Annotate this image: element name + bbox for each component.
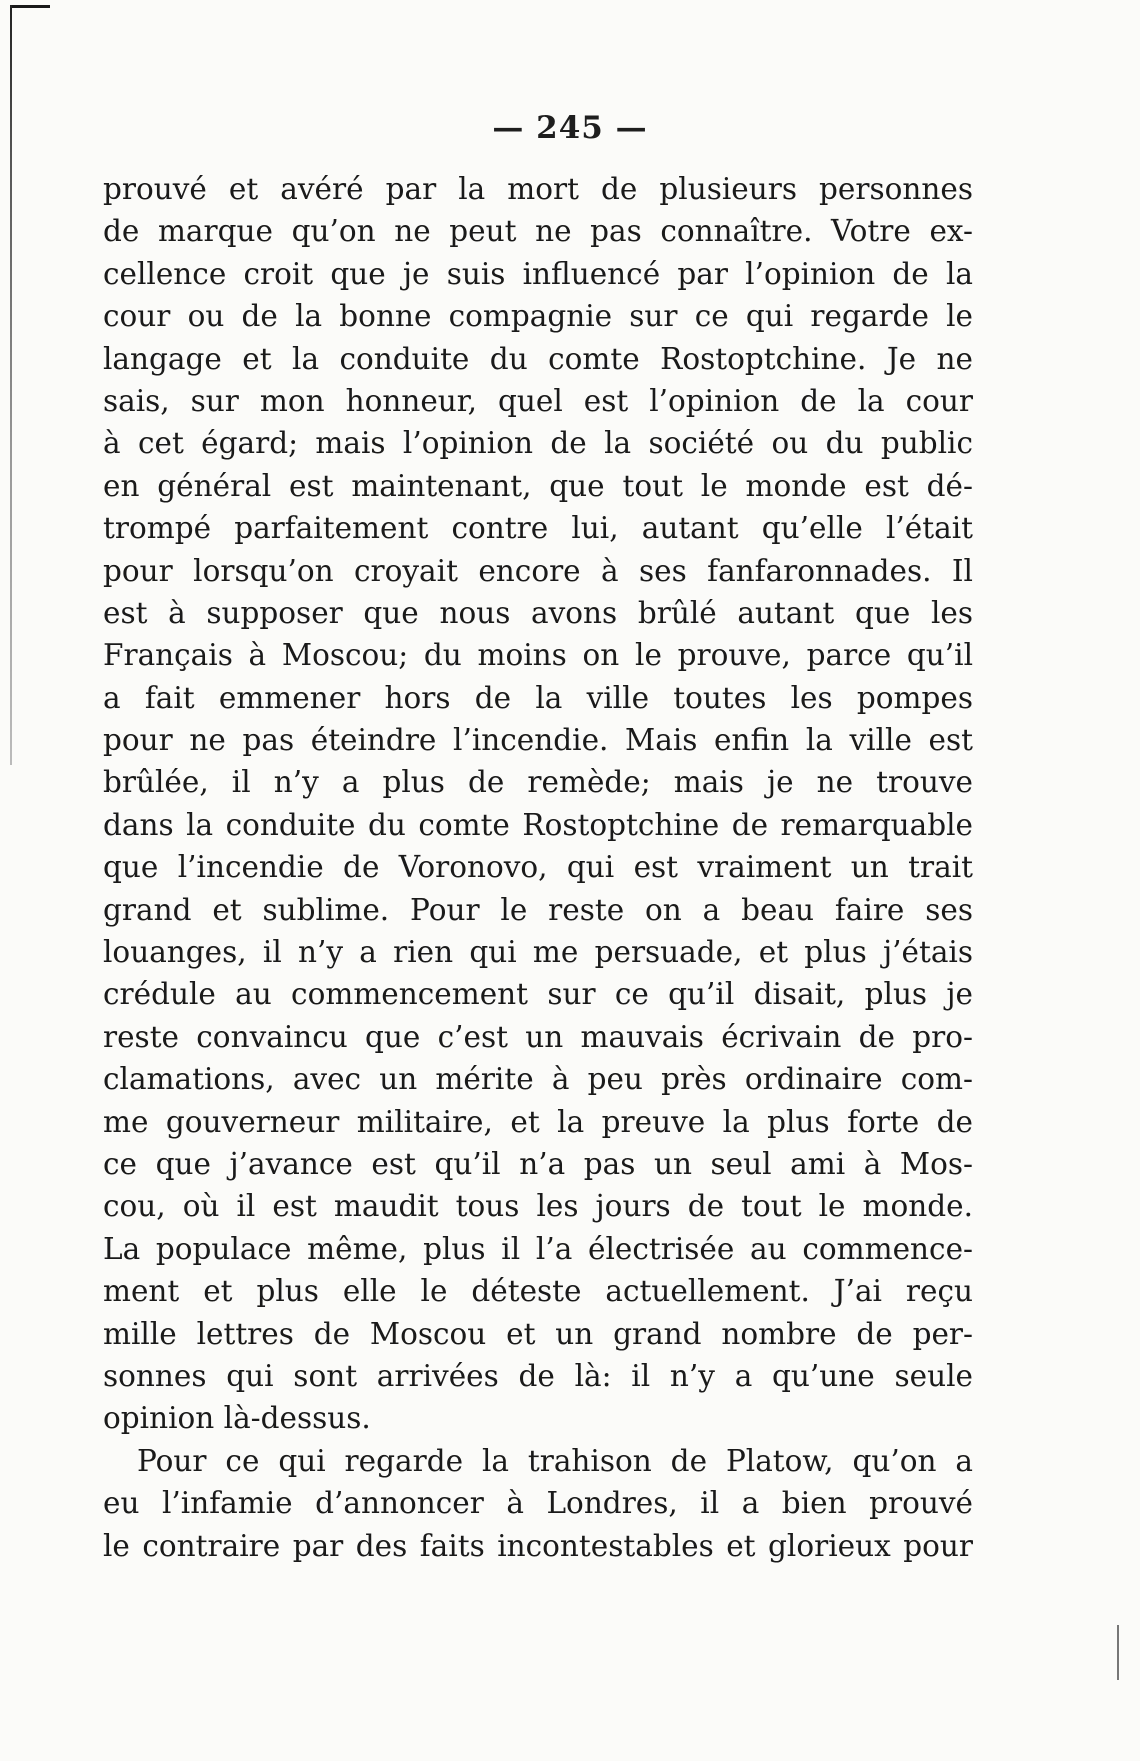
text-line: La populace même, plus il l’a électrisée au commence-: [103, 1231, 973, 1266]
text-line: prouvé et avéré par la mort de plusieurs personnes: [103, 172, 973, 206]
text-line: pour lorsqu’on croyait encore à ses fanfaronnades. Il: [103, 553, 973, 588]
text-line: à cet égard; mais l’opinion de la société ou du public: [103, 426, 973, 461]
text-line: reste convaincu que c’est un mauvais écrivain de pro-: [103, 1019, 973, 1054]
text-line: le contraire par des faits incontestables et glorieux pour: [103, 1528, 973, 1563]
body-text: [103, 168, 973, 1567]
text-line: langage et la conduite du comte Rostoptchine. Je ne: [103, 341, 973, 376]
text-line: est à supposer que nous avons brûlé autant que les: [103, 595, 973, 630]
scan-edge-mark: [10, 5, 50, 8]
text-line: opinion là-dessus.: [103, 1401, 371, 1436]
text-line: Pour ce qui regarde la trahison de Platow, qu’on a: [137, 1443, 973, 1478]
text-line: que l’incendie de Voronovo, qui est vraiment un trait: [103, 850, 973, 885]
text-line: crédule au commencement sur ce qu’il disait, plus je: [103, 977, 973, 1012]
text-line: de marque qu’on ne peut ne pas connaître. Votre ex-: [103, 214, 973, 249]
scan-edge-line: [1117, 1625, 1119, 1680]
text-line: me gouverneur militaire, et la preuve la plus forte de: [103, 1104, 973, 1139]
text-line: cour ou de la bonne compagnie sur ce qui regarde le: [103, 299, 973, 334]
text-line: cou, où il est maudit tous les jours de tout le monde.: [103, 1189, 973, 1224]
text-line: grand et sublime. Pour le reste on a beau faire ses: [103, 892, 973, 927]
text-line: eu l’infamie d’annoncer à Londres, il a bien prouvé: [103, 1486, 973, 1521]
text-line: louanges, il n’y a rien qui me persuade, et plus j’étais: [103, 935, 973, 970]
text-line: pour ne pas éteindre l’incendie. Mais enfin la ville est: [103, 723, 973, 758]
text-line: cellence croit que je suis influencé par l’opinion de la: [103, 256, 973, 291]
text-line: a fait emmener hors de la ville toutes les pompes: [103, 680, 973, 715]
text-line: brûlée, il n’y a plus de remède; mais je ne trouve: [103, 765, 973, 800]
text-line: sais, sur mon honneur, quel est l’opinion de la cour: [103, 383, 973, 418]
page-number: — 245 —: [492, 110, 648, 146]
paragraph: [103, 1440, 973, 1567]
text-line: ce que j’avance est qu’il n’a pas un seul ami à Mos-: [103, 1146, 973, 1181]
text-line: Français à Moscou; du moins on le prouve, parce qu’il: [103, 638, 973, 673]
text-line: trompé parfaitement contre lui, autant qu’elle l’était: [103, 511, 973, 546]
text-line: sonnes qui sont arrivées de là: il n’y a qu’une seule: [103, 1358, 973, 1393]
text-line: clamations, avec un mérite à peu près ordinaire com-: [103, 1062, 973, 1097]
text-line: mille lettres de Moscou et un grand nombre de per-: [103, 1316, 973, 1351]
text-line: en général est maintenant, que tout le monde est dé-: [103, 468, 973, 503]
paragraph: [103, 168, 973, 1440]
text-line: dans la conduite du comte Rostoptchine de remarquable: [103, 807, 973, 842]
text-line: ment et plus elle le déteste actuellement. J’ai reçu: [103, 1274, 973, 1309]
